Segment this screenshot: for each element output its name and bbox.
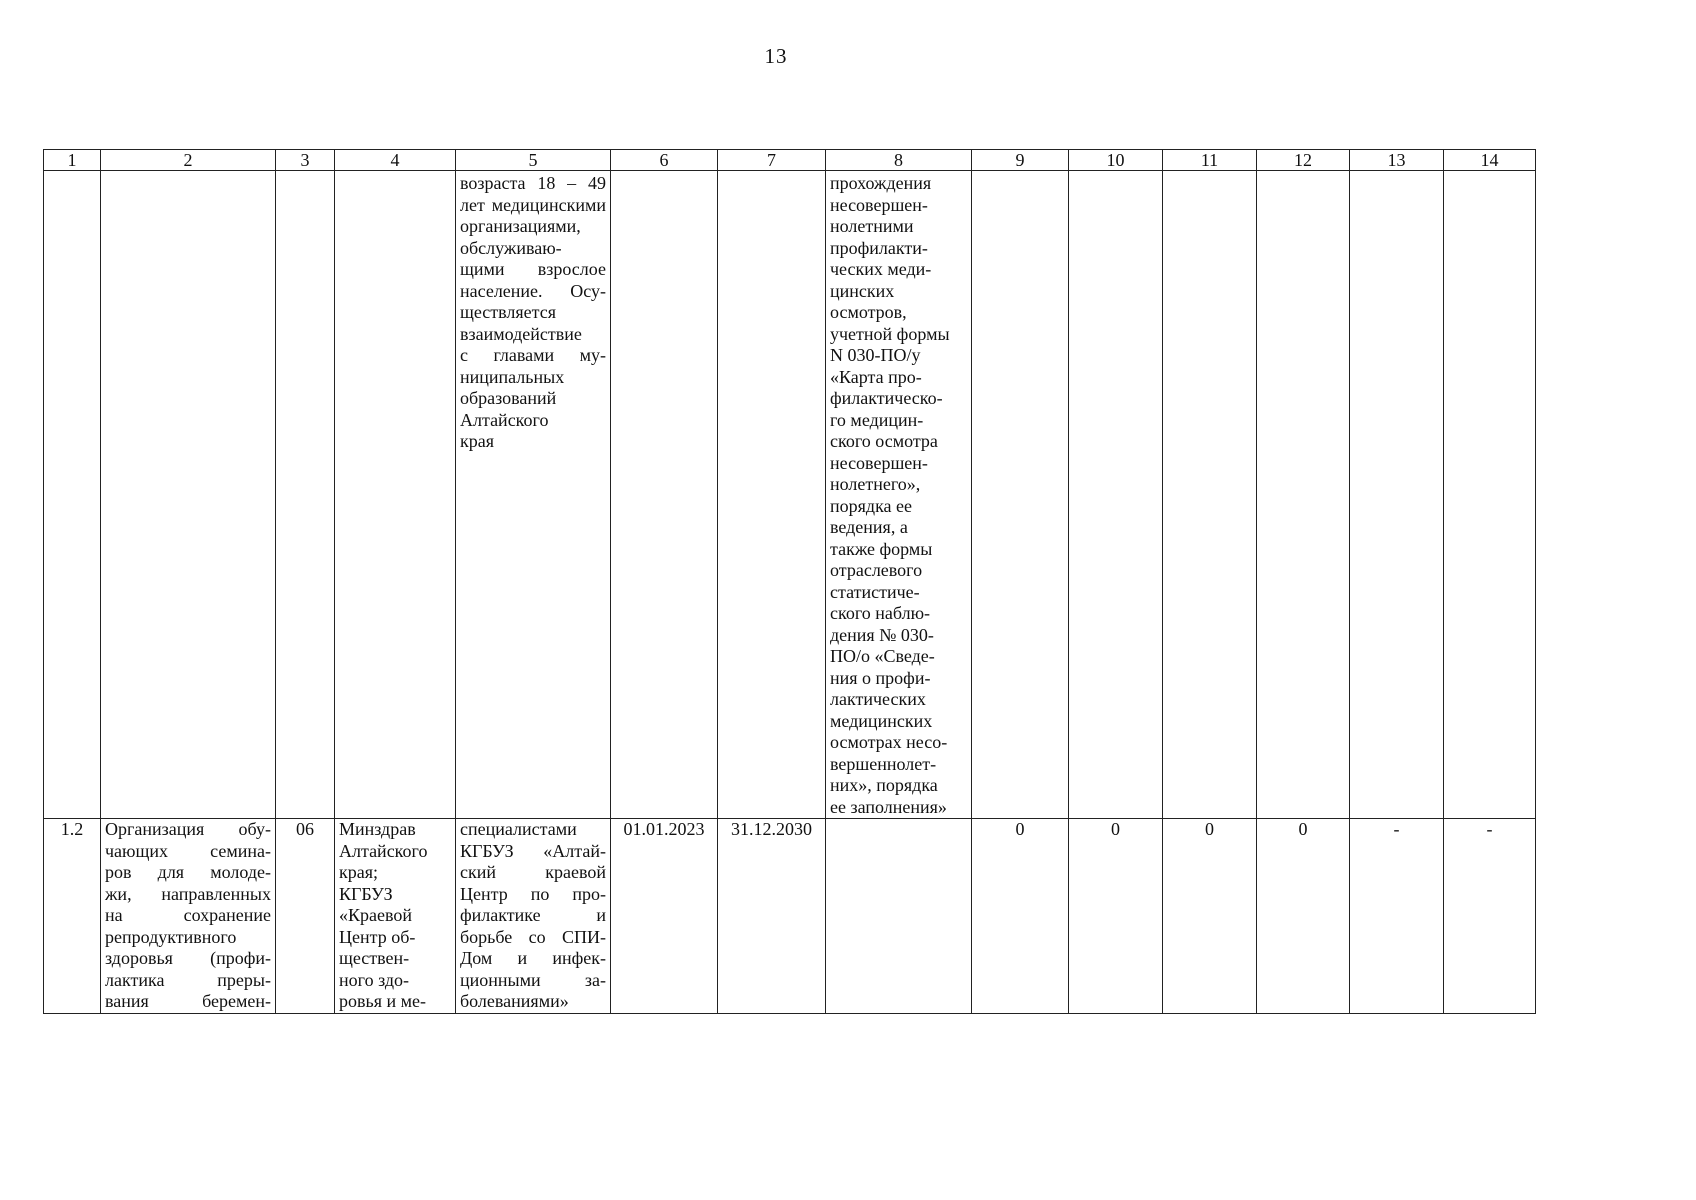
text-line: чающих семина- [105, 840, 271, 861]
text-line: отраслевого [830, 560, 923, 580]
column-number: 13 [1350, 150, 1444, 171]
text-line: образований [460, 388, 557, 408]
text-line: Дом и инфек- [460, 948, 606, 968]
text-line: края [460, 431, 495, 451]
end-date-cell: 31.12.2030 [718, 819, 826, 1014]
start-date-cell: 01.01.2023 [611, 819, 718, 1014]
text-line: ществен- [339, 948, 410, 968]
text-line: несовершен- [830, 194, 928, 215]
text-line: вершеннолет- [830, 753, 937, 774]
text-line: ров для молоде- [105, 862, 271, 882]
continuation-performers-cell [456, 171, 611, 819]
column-number: 12 [1257, 150, 1350, 171]
continuation-result-cell [826, 171, 972, 819]
text-line: осмотрах несо- [830, 732, 948, 752]
text-line: Организация обу- [105, 819, 271, 839]
text-line: ровья и ме- [339, 991, 426, 1011]
text-line: N 030-ПО/у [830, 345, 921, 365]
result-cell [826, 819, 972, 1014]
text-line: жи, направленных [105, 883, 271, 904]
text-line: края; [339, 862, 379, 882]
program-table [43, 149, 1536, 1014]
table-row [44, 819, 1536, 1014]
text-line: «Краевой [339, 905, 412, 925]
column-number-row [44, 150, 1536, 171]
responsible-cell [335, 819, 456, 1014]
value-cell: - [1350, 819, 1444, 1014]
text-line: репродуктивного [105, 926, 237, 947]
measure-name-cell [101, 819, 276, 1014]
text-line: население. Осу- [460, 280, 606, 301]
text-line: КГБУЗ «Алтай- [460, 840, 606, 861]
empty-cell [611, 171, 718, 819]
empty-cell [44, 171, 101, 819]
empty-cell [972, 171, 1069, 819]
column-number: 6 [611, 150, 718, 171]
text-line: них», порядка [830, 775, 938, 795]
text-line: ния о профи- [830, 667, 931, 688]
text-line: осмотров, [830, 302, 907, 322]
text-line: статистиче- [830, 581, 920, 602]
text-line: ного здо- [339, 969, 410, 990]
text-line: ский краевой [460, 862, 606, 882]
text-line: нолетнего», [830, 474, 921, 494]
text-line: организациями, [460, 216, 581, 236]
text-line: лактических [830, 689, 926, 709]
empty-cell [718, 171, 826, 819]
text-line: филактическо- [830, 388, 943, 408]
text-line: обслуживаю- [460, 237, 562, 258]
text-line: несовершен- [830, 452, 928, 473]
text-line: с главами му- [460, 345, 606, 365]
column-number: 1 [44, 150, 101, 171]
text-line: цинских [830, 280, 895, 301]
column-number: 2 [101, 150, 276, 171]
text-line: Центр об- [339, 926, 416, 947]
text-line: филактике и [460, 905, 606, 925]
text-line: учетной формы [830, 323, 950, 344]
empty-cell [1350, 171, 1444, 819]
text-line: ведения, а [830, 517, 908, 537]
code-cell: 06 [276, 819, 335, 1014]
column-number: 14 [1444, 150, 1536, 171]
text-line: Алтайского [460, 409, 549, 430]
text-line: нолетними [830, 216, 914, 236]
text-line: ниципальных [460, 366, 565, 387]
text-line: медицинских [830, 710, 933, 731]
column-number: 11 [1163, 150, 1257, 171]
text-line: лактика преры- [105, 969, 271, 990]
text-line: КГБУЗ [339, 883, 393, 904]
text-line: «Карта про- [830, 366, 922, 387]
text-line: борьбе со СПИ- [460, 926, 606, 947]
empty-cell [1069, 171, 1163, 819]
value-cell: 0 [1069, 819, 1163, 1014]
empty-cell [1444, 171, 1536, 819]
value-cell: 0 [1163, 819, 1257, 1014]
text-line: прохождения [830, 173, 932, 193]
value-cell: 0 [1257, 819, 1350, 1014]
text-line: ского осмотра [830, 431, 938, 451]
text-line: щими взрослое [460, 259, 606, 279]
text-line: болеваниями» [460, 991, 569, 1011]
performers-cell [456, 819, 611, 1014]
text-line: ее заполнения» [830, 796, 947, 817]
text-line: вания беремен- [105, 991, 271, 1011]
text-line: лет медицинскими [460, 194, 606, 215]
text-line: дения № 030- [830, 624, 934, 645]
empty-cell [1257, 171, 1350, 819]
column-number: 3 [276, 150, 335, 171]
text-line: ческих меди- [830, 259, 932, 279]
text-line: го медицин- [830, 409, 924, 430]
row-number: 1.2 [44, 819, 101, 1014]
column-number: 5 [456, 150, 611, 171]
text-line: ществляется [460, 302, 557, 322]
column-number: 8 [826, 150, 972, 171]
text-line: Минздрав [339, 819, 416, 839]
text-line: на сохранение [105, 905, 271, 925]
column-number: 4 [335, 150, 456, 171]
empty-cell [1163, 171, 1257, 819]
column-number: 7 [718, 150, 826, 171]
text-line: здоровья (профи- [105, 948, 271, 968]
empty-cell [101, 171, 276, 819]
text-line: специалистами [460, 819, 577, 839]
column-number: 9 [972, 150, 1069, 171]
empty-cell [276, 171, 335, 819]
text-line: ПО/о «Сведе- [830, 646, 935, 666]
text-line: взаимодействие [460, 323, 582, 344]
text-line: Алтайского [339, 840, 428, 861]
page-number: 13 [764, 44, 788, 68]
text-line: профилакти- [830, 237, 928, 258]
continuation-row [44, 171, 1536, 819]
empty-cell [335, 171, 456, 819]
text-line: порядка ее [830, 495, 913, 516]
value-cell: - [1444, 819, 1536, 1014]
column-number: 10 [1069, 150, 1163, 171]
value-cell: 0 [972, 819, 1069, 1014]
text-line: также формы [830, 538, 933, 559]
text-line: Центр по про- [460, 883, 606, 904]
text-line: возраста 18 – 49 [460, 173, 606, 193]
text-line: ского наблю- [830, 603, 931, 623]
text-line: ционными за- [460, 969, 606, 990]
